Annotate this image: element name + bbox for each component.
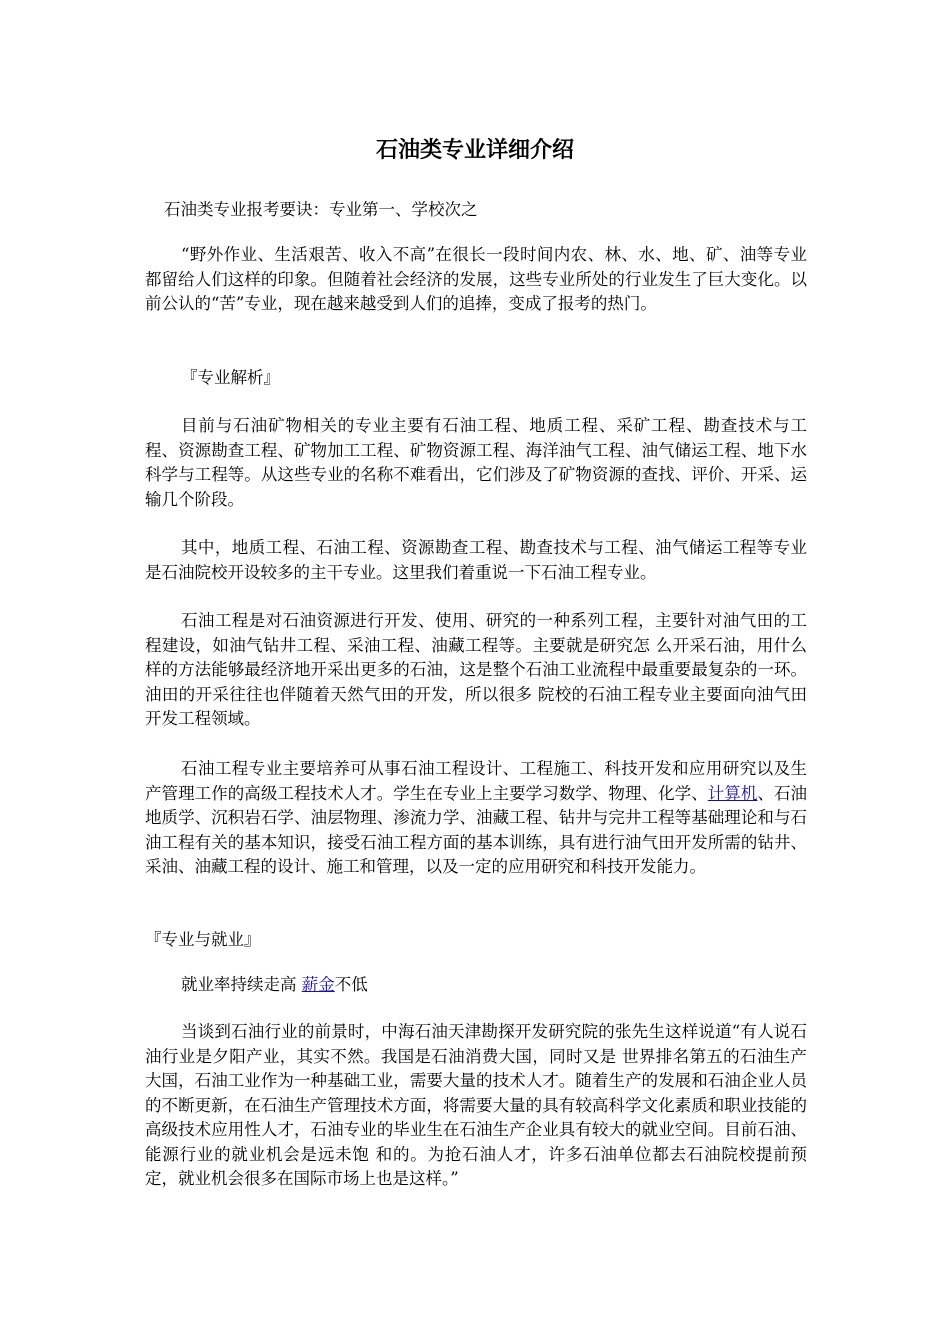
link-salary[interactable]: 薪金 bbox=[301, 975, 335, 994]
link-computer[interactable]: 计算机 bbox=[707, 783, 758, 803]
document-title: 石油类专业详细介绍 bbox=[375, 137, 574, 163]
section-heading-employment: 『专业与就业』 bbox=[145, 930, 261, 949]
section-heading-analysis: 『专业解析』 bbox=[181, 368, 280, 387]
paragraph-related-majors: 目前与石油矿物相关的专业主要有石油工程、地质工程、采矿工程、勘查技术与工程、资源勘查工程、矿物加工工程、矿物资源工程、海洋油气工程、油气储运工程、地下水科学与工程等。从这些专业的名称不难看出，它们涉及了矿物资源的查找、评价、开采、运输几个阶段。 bbox=[145, 416, 807, 509]
subheading-text-before: 就业率持续走高 bbox=[181, 975, 302, 994]
subheading-text-after: 不低 bbox=[334, 975, 368, 994]
training-text-after: 、石油地质学、沉积岩石学、油层物理、渗流力学、油藏工程、钻井与完井工程等基础理论和与石油工程有关的基本知识，接受石油工程方面的基本训练，具有进行油气田开发所需的钻井、采油、油藏工程的设计、施工和管理，以及一定的应用研究和科技开发能力。 bbox=[145, 783, 808, 876]
training-text-before: 石油工程专业主要培养可从事石油工程设计、工程施工、科技开发和应用研究以及生产管理工作的高级工程技术人才。学生在专业上主要学习数学、物理、化学、 bbox=[145, 759, 807, 803]
tagline: 石油类专业报考要诀：专业第一、学校次之 bbox=[164, 200, 478, 219]
paragraph-industry-outlook: 当谈到石油行业的前景时，中海石油天津勘探开发研究院的张先生这样说道“有人说石油行业是夕阳产业，其实不然。我国是石油消费大国，同时又是 世界排名第五的石油生产大国，石油工业作为一种基础工业，需要大量的技术人才。随着生产的发展和石油企业人员的不断更新，在石油生产管理技术方面，将需要大量的具有较高科学文化素质和职业技能的高级技术应用性人才，石油专业的毕业生在石油生产企业具有较大的就业空间。目前石油、能源行业的就业机会是远未饱 和的。为抢石油人才，许多石油单位都去石油院校提前预定，就业机会很多在国际市场上也是这样。” bbox=[145, 1022, 807, 1188]
intro-paragraph: “野外作业、生活艰苦、收入不高”在很长一段时间内农、林、水、地、矿、油等专业都留给人们这样的印象。但随着社会经济的发展，这些专业所处的行业发生了巨大变化。以前公认的“苦”专业，现在越来越受到人们的追捧，变成了报考的热门。 bbox=[145, 245, 807, 313]
paragraph-core-majors: 其中，地质工程、石油工程、资源勘查工程、勘查技术与工程、油气储运工程等专业是石油院校开设较多的主干专业。这里我们着重说一下石油工程专业。 bbox=[145, 538, 807, 582]
employment-subheading bbox=[145, 973, 807, 998]
paragraph-training-goals bbox=[145, 757, 807, 880]
paragraph-petroleum-engineering: 石油工程是对石油资源进行开发、使用、研究的一种系列工程，主要针对油气田的工程建设，如油气钻井工程、采油工程、油藏工程等。主要就是研究怎 么开采石油，用什么样的方法能够最经济地开采出更多的石油，这是整个石油工业流程中最重要最复杂的一环。油田的开采往往也伴随着天然气田的开发，所以很多 院校的石油工程专业主要面向油气田开发工程领域。 bbox=[145, 611, 807, 728]
